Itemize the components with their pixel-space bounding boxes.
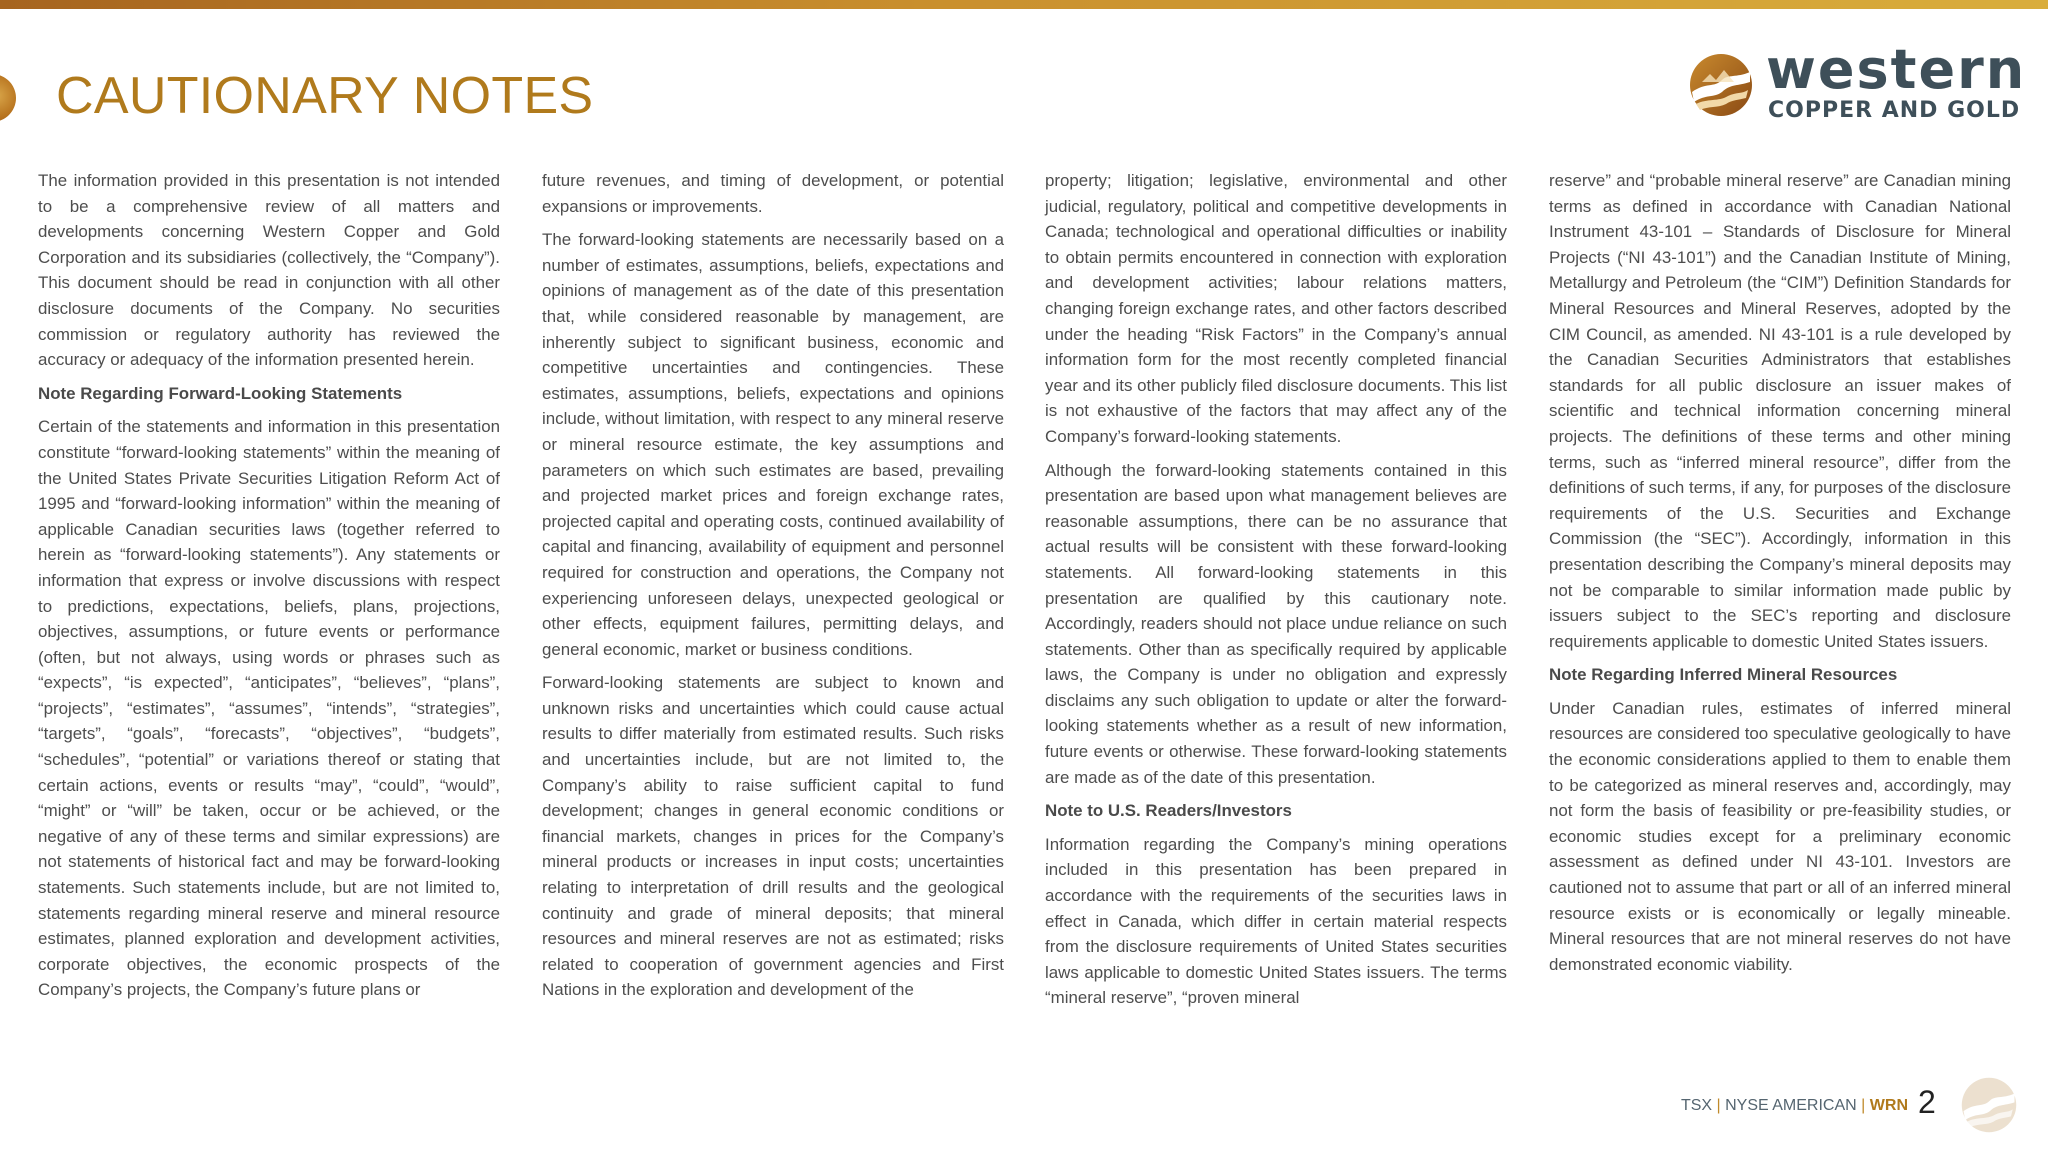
forward-looking-paragraph-1: Certain of the statements and information in this presentation constitute “forward-looking statements” within the meaning of the United States Private Securities Litigation Reform Act of 1995 and “forward-looking information” within the meaning of applicable Canadian securities laws (together referred to herein as “forward-looking statements”). Any statements or information that express or involve discussions with respect to predictions, expectations, beliefs, plans, projections, objectives, assumptions, or future events or performance (often, but not always, using words or phrases such as “expects”, “is expected”, “anticipates”, “believes”, “plans”, “projects”, “estimates”, “assumes”, “intends”, “strategies”, “targets”, “goals”, “forecasts”, “objectives”, “budgets”, “schedules”, “potential” or variations thereof or stating that certain actions, events or results “may”, “could”, “would”, “might” or “will” be taken, occur or be achieved, or the negative of any of these terms and similar expressions) are not statements of historical fact and may be forward-looking statements. Such statements include, but are not limited to, statements regarding mineral reserve and mineral resource estimates, planned exploration and development activities, corporate objectives, the economic prospects of the Company’s projects, the Company’s future plans or: [38, 417, 500, 1000]
top-accent-bar: [0, 0, 2048, 9]
inferred-resources-paragraph: Under Canadian rules, estimates of inferred mineral resources are considered too speculative geologically to have the economic considerations applied to them to enable them to be categorized as mineral reserves and, accordingly, may not form the basis of feasibility or pre-feasibility studies, or economic studies except for a preliminary economic assessment as defined under NI 43-101. Investors are cautioned not to assume that part or all of an inferred mineral resource exists or is economically or legally mineable. Mineral resources that are not mineral reserves do not have demonstrated economic viability.: [1549, 698, 2011, 974]
company-logo: [1686, 38, 2027, 124]
section-heading-inferred-resources: Note Regarding Inferred Mineral Resources: [1549, 665, 1898, 685]
section-heading-us-readers: Note to U.S. Readers/Investors: [1045, 801, 1292, 821]
forward-looking-paragraph-2: The forward-looking statements are necessarily based on a number of estimates, assumptions, beliefs, expectations and opinions of management as of the date of this presentation that, while considered reasonable by management, are inherently subject to significant business, economic and competitive uncertainties and contingencies. These estimates, assumptions, beliefs, expectations and opinions include, without limitation, with respect to any mineral reserve or mineral resource estimate, the key assumptions and parameters on which such estimates are based, prevailing and projected market prices and foreign exchange rates, projected capital and operating costs, continued availability of capital and financing, availability of equipment and personnel required for construction and operations, the Company not experiencing unforeseen delays, unexpected geological or other effects, equipment failures, permitting delays, and general economic, market or business conditions.: [542, 230, 1004, 659]
logo-subtitle: COPPER AND GOLD: [1768, 98, 2021, 123]
footer-tickers: [1600, 1084, 1908, 1128]
page-title: CAUTIONARY NOTES: [56, 67, 594, 125]
forward-looking-paragraph-1-cont: future revenues, and timing of development, or potential expansions or improvements.: [542, 171, 1004, 216]
mountain-sun-logo-icon: [1688, 52, 1754, 118]
section-heading-forward-looking: Note Regarding Forward-Looking Statements: [38, 383, 403, 403]
text-column-1: [38, 168, 500, 1011]
text-column-2: [542, 168, 1004, 1011]
logo-wordmark: western: [1766, 38, 2027, 101]
ticker-symbol: WRN: [1869, 1097, 1908, 1114]
text-column-3: [1045, 168, 1507, 1019]
text-column-4: [1549, 168, 2011, 985]
side-orb-icon: [0, 74, 16, 122]
exchange-nyse-american: NYSE AMERICAN: [1725, 1097, 1857, 1114]
forward-looking-paragraph-3: Forward-looking statements are subject to known and unknown risks and uncertainties which could cause actual results to differ materially from estimated results. Such risks and uncertainties include, but are not limited to, the Company’s ability to raise sufficient capital to fund development; changes in general economic conditions or financial markets, changes in prices for the Company’s mineral products or increases in input costs; uncertainties relating to interpretation of drill results and the geological continuity and grade of mineral deposits; that mineral resources and mineral reserves are not as estimated; risks related to cooperation of government agencies and First Nations in the exploration and development of the: [542, 673, 1004, 1000]
intro-paragraph: The information provided in this presentation is not intended to be a comprehensive review of all matters and developments concerning Western Copper and Gold Corporation and its subsidiaries (collectively, the “Company”). This document should be read in conjunction with all other disclosure documents of the Company. No securities commission or regulatory authority has reviewed the accuracy or adequacy of the information presented herein.: [38, 171, 500, 370]
us-readers-paragraph: Information regarding the Company’s mining operations included in this presentation has been prepared in accordance with the requirements of the securities laws in effect in Canada, which differ in certain material respects from the disclosure requirements of United States securities laws applicable to domestic United States issuers. The terms “mineral reserve”, “proven mineral: [1045, 834, 1507, 1008]
exchange-tsx: TSX: [1680, 1097, 1713, 1114]
forward-looking-paragraph-3-cont: property; litigation; legislative, environmental and other judicial, regulatory, political and competitive developments in Canada; technological and operational difficulties or inability to obtain permits encountered in connection with exploration and development activities; labour relations matters, changing foreign exchange rates, and other factors described under the heading “Risk Factors” in the Company’s annual information form for the most recently completed financial year and its other publicly filed disclosure documents. This list is not exhaustive of the factors that may affect any of the Company’s forward-looking statements.: [1045, 171, 1507, 446]
footer-watermark-icon: [1960, 1076, 2018, 1134]
footer-separator: |: [1861, 1097, 1866, 1114]
footer-separator: |: [1716, 1097, 1721, 1114]
us-readers-paragraph-cont: reserve” and “probable mineral reserve” are Canadian mining terms as defined in accordance with Canadian National Instrument 43-101 – Standards of Disclosure for Mineral Projects (“NI 43-101”) and the Canadian Institute of Mining, Metallurgy and Petroleum (the “CIM”) Definition Standards for Mineral Resources and Mineral Reserves, adopted by the CIM Council, as amended. NI 43-101 is a rule developed by the Canadian Securities Administrators that establishes standards for all public disclosure an issuer makes of scientific and technical information concerning mineral projects. The definitions of these terms and other mining terms, such as “inferred mineral resource”, differ from the definitions of such terms, if any, for purposes of the disclosure requirements of the U.S. Securities and Exchange Commission (the “SEC”). Accordingly, information in this presentation describing the Company’s mineral deposits may not be comparable to similar information made public by issuers subject to the SEC’s reporting and disclosure requirements applicable to domestic United States issuers.: [1549, 171, 2011, 651]
forward-looking-paragraph-4: Although the forward-looking statements contained in this presentation are based upon what management believes are reasonable assumptions, there can be no assurance that actual results will be consistent with these forward-looking statements. All forward-looking statements in this presentation are qualified by this cautionary note. Accordingly, readers should not place undue reliance on such statements. Other than as specifically required by applicable laws, the Company is under no obligation and expressly disclaims any such obligation to update or alter the forward-looking statements whether as a result of new information, future events or otherwise. These forward-looking statements are made as of the date of this presentation.: [1045, 460, 1507, 787]
page-number: 2: [1918, 1084, 1936, 1120]
